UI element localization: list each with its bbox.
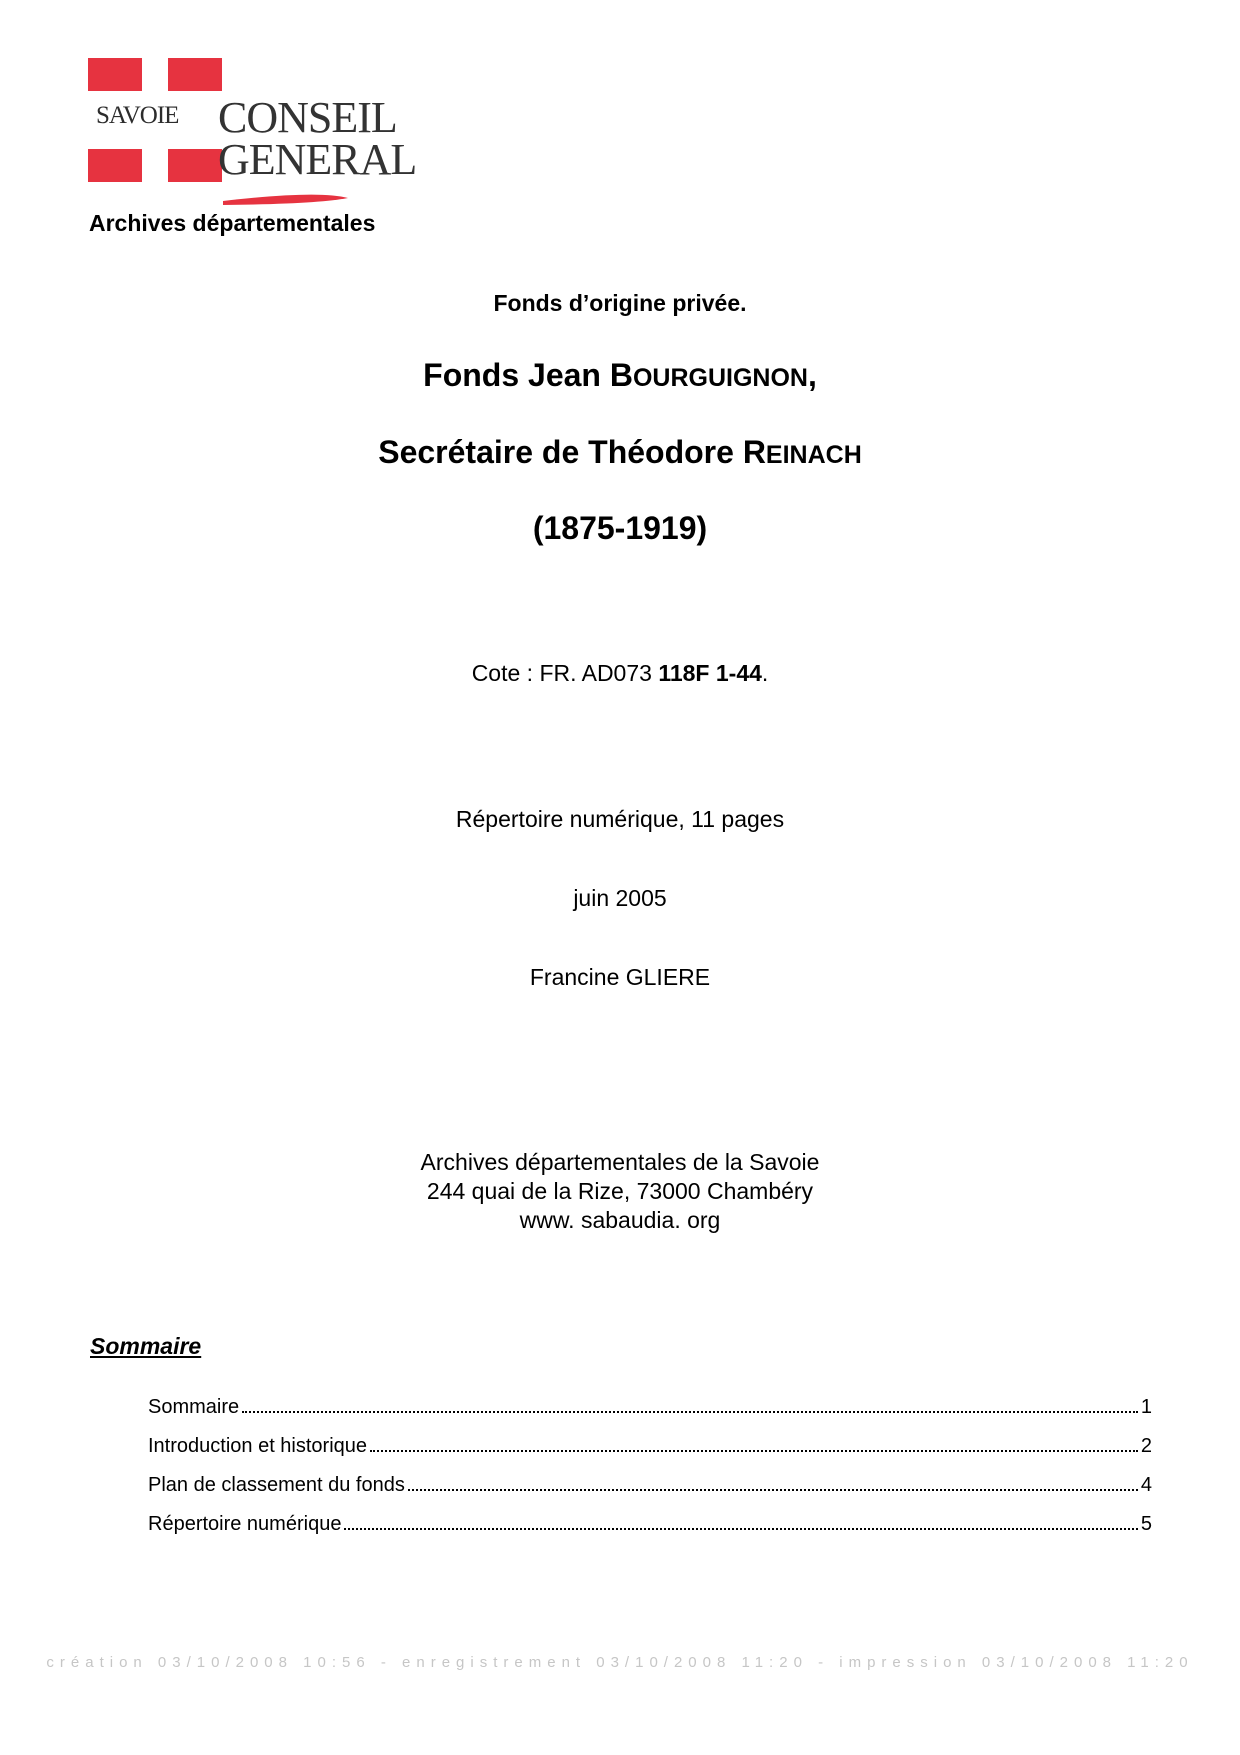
document-date: juin 2005 (573, 885, 667, 911)
toc-entry-introduction[interactable] (148, 1435, 1152, 1474)
toc-entry-page: 5 (1140, 1513, 1152, 1535)
address-line-2: 244 quai de la Rize, 73000 Chambéry (426, 1178, 814, 1204)
toc-entry-label: Plan de classement du fonds (148, 1474, 405, 1496)
cote-suffix: . (761, 660, 769, 686)
logo-conseil-text: CONSEIL (218, 93, 397, 142)
toc-entry-repertoire[interactable] (148, 1513, 1152, 1552)
table-of-contents (148, 1396, 1152, 1552)
address-block (0, 1148, 1240, 1235)
toc-entry-sommaire[interactable] (148, 1396, 1152, 1435)
title-line-2 (0, 434, 1240, 471)
department-label: Archives départementales (89, 210, 376, 236)
toc-leader-dots (242, 1411, 1138, 1413)
document-author: Francine GLIERE (529, 964, 711, 990)
title-dates: (1875-1919) (532, 510, 708, 546)
logo-savoie-text: SAVOIE (96, 102, 179, 129)
conseil-general-logo (88, 58, 418, 208)
logo-general-text: GENERAL (218, 135, 417, 184)
title-1-smallcaps: OURGUIGNON (632, 364, 808, 392)
repertoire-info: Répertoire numérique, 11 pages (455, 806, 785, 832)
title-1-suffix: , (807, 357, 817, 393)
toc-entry-page: 4 (1140, 1474, 1152, 1496)
cote-value: 118F 1-44 (658, 660, 762, 686)
address-line-1: Archives départementales de la Savoie (420, 1149, 820, 1175)
fonds-origin: Fonds d’origine privée. (493, 290, 747, 316)
toc-entry-label: Introduction et historique (148, 1435, 368, 1457)
toc-entry-page: 1 (1140, 1396, 1152, 1418)
title-1-prefix: Fonds Jean B (423, 357, 633, 393)
cote-label: Cote : FR. AD073 (471, 660, 659, 686)
toc-entry-label: Répertoire numérique (148, 1513, 342, 1535)
toc-leader-dots (344, 1528, 1137, 1530)
title-2-smallcaps: EINACH (765, 441, 862, 469)
title-2-prefix: Secrétaire de Théodore R (378, 434, 766, 470)
address-website: www. sabaudia. org (519, 1207, 721, 1233)
toc-leader-dots (370, 1450, 1138, 1452)
toc-entry-label: Sommaire (148, 1396, 240, 1418)
toc-leader-dots (408, 1489, 1138, 1491)
title-line-1 (0, 357, 1240, 394)
toc-entry-plan[interactable] (148, 1474, 1152, 1513)
sommaire-heading: Sommaire (90, 1333, 202, 1359)
cote-line (0, 660, 1240, 687)
document-footer: création 03/10/2008 10:56 - enregistrement 03/10/2008 11:20 - impression 03/10/2008 11:20 (46, 1654, 1194, 1671)
toc-entry-page: 2 (1140, 1435, 1152, 1457)
